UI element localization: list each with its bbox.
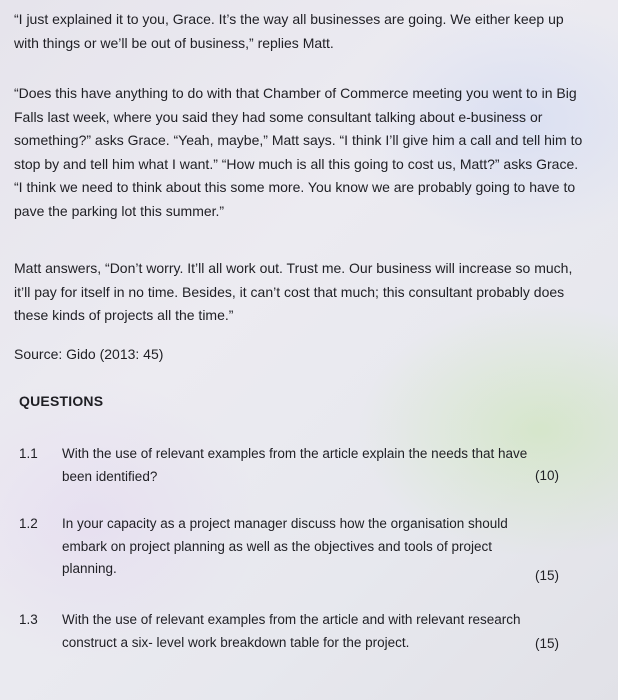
question-marks: (15) (534, 568, 559, 583)
question-1-3 (19, 609, 559, 655)
story-paragraph-2: “Does this have anything to do with that Chamber of Commerce meeting you went to in Big Falls last week, where you said they had some consultant talking about e-business or something?” asks Grace. “Yeah, maybe,” Matt says. “I think I’ll give him a call and tell him to stop by and tell him what I want.” “How much is all this going to cost us, Matt?” asks Grace. “I think we need to think about this some more. You know we are probably going to have to pave the parking lot this summer.” (14, 85, 583, 219)
question-text: In your capacity as a project manager discuss how the organisation should embark on project planning as well as the objectives and tools of project planning. (62, 516, 508, 576)
question-number: 1.1 (19, 446, 38, 461)
question-number: 1.2 (19, 516, 38, 531)
questions-heading: QUESTIONS (19, 393, 104, 409)
question-marks: (15) (534, 636, 559, 651)
question-text: With the use of relevant examples from the article explain the needs that have been identified? (62, 446, 528, 484)
question-text: With the use of relevant examples from the article and with relevant research construct a six- level work breakdown table for the project. (62, 612, 521, 650)
story-paragraph-1: “I just explained it to you, Grace. It’s the way all businesses are going. We either keep up with things or we’ll be out of business,” replies Matt. (14, 11, 564, 51)
question-1-1 (19, 443, 559, 489)
question-1-2 (19, 513, 559, 583)
source-citation: Source: Gido (2013: 45) (14, 346, 164, 362)
question-number: 1.3 (19, 612, 38, 627)
question-marks: (10) (534, 468, 559, 483)
story-paragraph-3: Matt answers, “Don’t worry. It’ll all work out. Trust me. Our business will increase so much, it’ll pay for itself in no time. Besides, it can’t cost that much; this consultant probably does these kinds of projects all the time.” (14, 260, 573, 323)
